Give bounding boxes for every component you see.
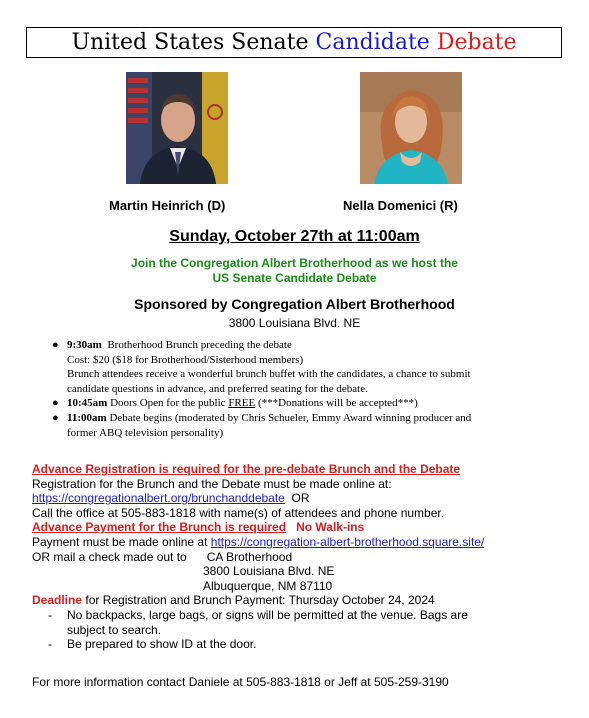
dash-icon: - xyxy=(48,607,52,622)
mail-check-line: OR mail a check made out to xyxy=(32,549,187,564)
payment-link[interactable]: https://congregation-albert-brotherhood.square.site/ xyxy=(210,534,485,549)
registration-info xyxy=(32,462,552,652)
schedule-item-doors xyxy=(52,396,552,411)
title-part-debate: Debate xyxy=(436,30,517,55)
deadline-text: for Registration and Brunch Payment: Thursday October 24, 2024 xyxy=(85,593,435,608)
sponsor-address: 3800 Louisiana Blvd. NE xyxy=(228,316,361,330)
bullet-icon: ● xyxy=(52,397,59,410)
schedule-cost: Cost: $20 ($18 for Brotherhood/Sisterhood members) xyxy=(67,353,304,366)
schedule-text-cont: former ABQ television personality) xyxy=(67,426,224,439)
candidate-name-heinrich: Martin Heinrich (D) xyxy=(109,198,226,213)
candidate-photo-heinrich xyxy=(126,72,228,184)
title-part-candidate: Candidate xyxy=(315,30,430,55)
registration-line: Registration for the Brunch and the Debate must be made online at: xyxy=(32,476,392,491)
bullet-icon: ● xyxy=(52,339,59,351)
donations-note: (***Donations will be accepted***) xyxy=(257,397,418,410)
schedule-desc-1: Brunch attendees receive a wonderful brunch buffet with the candidates, a chance to submit xyxy=(67,368,471,381)
schedule-list xyxy=(52,338,552,440)
free-label: FREE xyxy=(228,397,256,410)
mail-address-2: Albuquerque, NM 87110 xyxy=(203,578,333,593)
join-announcement xyxy=(0,256,589,286)
candidate-name-domenici: Nella Domenici (R) xyxy=(343,198,458,213)
schedule-desc-2: candidate questions in advance, and preferred seating for the debate. xyxy=(67,382,368,395)
flyer-title xyxy=(26,27,562,58)
deadline-label: Deadline xyxy=(32,593,83,608)
title-part-senate: United States Senate xyxy=(71,30,309,55)
rules-list xyxy=(32,608,552,652)
or-label: OR xyxy=(291,491,310,506)
no-walkins-label: No Walk-ins xyxy=(296,520,365,535)
schedule-item-brunch xyxy=(52,338,552,396)
mail-address-1: 3800 Louisiana Blvd. NE xyxy=(203,564,335,579)
registration-heading: Advance Registration is required for the pre-debate Brunch and the Debate xyxy=(32,462,461,476)
call-office-line: Call the office at 505-883-1818 with name(s) of attendees and phone number. xyxy=(32,505,445,520)
schedule-item-debate xyxy=(52,411,552,440)
sponsor-line: Sponsored by Congregation Albert Brotherhood xyxy=(134,296,455,312)
event-date: Sunday, October 27th at 11:00am xyxy=(169,228,420,245)
brunch-registration-link[interactable]: https://congregationalbert.org/brunchanddebate xyxy=(32,491,285,506)
join-line-1: Join the Congregation Albert Brotherhood as we host the xyxy=(131,256,458,270)
rule-item: - No backpacks, large bags, or signs will be permitted at the venue. Bags are subject to search. xyxy=(48,607,468,637)
contact-info: For more information contact Daniele at 505-883-1818 or Jeff at 505-259-3190 xyxy=(32,675,449,689)
schedule-time: 9:30am xyxy=(67,339,102,351)
payment-heading: Advance Payment for the Brunch is required xyxy=(32,520,287,535)
candidate-photo-domenici xyxy=(360,72,462,184)
schedule-text: Debate begins (moderated by Chris Schueler, Emmy Award winning producer and xyxy=(109,411,472,424)
payment-line: Payment must be made online at xyxy=(32,534,208,549)
rule-item: - Be prepared to show ID at the door. xyxy=(48,637,257,652)
schedule-text: Doors Open for the public xyxy=(110,397,226,410)
dash-icon: - xyxy=(48,637,52,652)
payee-name: CA Brotherhood xyxy=(206,549,293,564)
schedule-time: 11:00am xyxy=(67,411,107,424)
schedule-text: Brotherhood Brunch preceding the debate xyxy=(107,339,292,351)
schedule-time: 10:45am xyxy=(67,397,108,410)
join-line-2: US Senate Candidate Debate xyxy=(212,271,377,285)
bullet-icon: ● xyxy=(52,411,59,424)
